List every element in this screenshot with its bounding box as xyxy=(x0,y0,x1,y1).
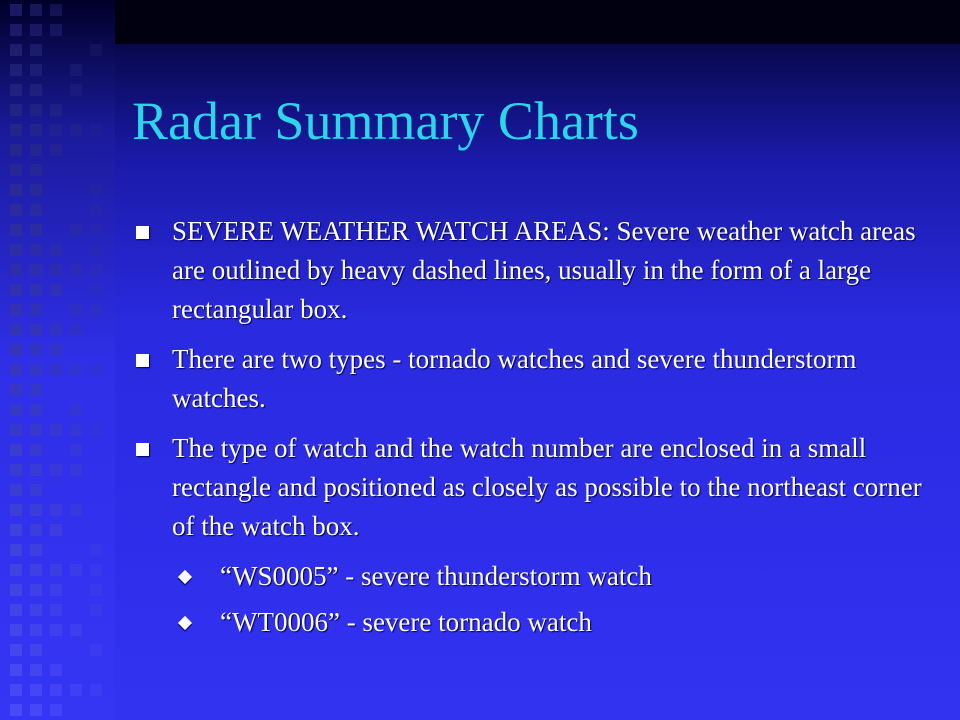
decorative-square xyxy=(10,24,22,36)
decorative-square xyxy=(10,164,22,176)
decorative-square xyxy=(50,604,62,616)
decorative-square xyxy=(10,664,22,676)
bullet-text: There are two types - tornado watches and severe thunderstorm watches. xyxy=(172,344,857,413)
decorative-square xyxy=(90,684,102,696)
decorative-square xyxy=(70,304,82,316)
decorative-square xyxy=(70,424,82,436)
decorative-square xyxy=(50,324,62,336)
decorative-square xyxy=(50,584,62,596)
decorative-square xyxy=(50,564,62,576)
decorative-square xyxy=(30,124,42,136)
decorative-square xyxy=(50,504,62,516)
decorative-square xyxy=(50,464,62,476)
decorative-square xyxy=(10,564,22,576)
decorative-square xyxy=(70,464,82,476)
decorative-square xyxy=(10,624,22,636)
decorative-square xyxy=(70,84,82,96)
decorative-square xyxy=(50,264,62,276)
decorative-square xyxy=(10,224,22,236)
decorative-square xyxy=(50,4,62,16)
decorative-square xyxy=(10,504,22,516)
decorative-square xyxy=(90,184,102,196)
decorative-square xyxy=(10,204,22,216)
decorative-square xyxy=(30,304,42,316)
decorative-square xyxy=(10,324,22,336)
decorative-square xyxy=(10,484,22,496)
decorative-square xyxy=(90,304,102,316)
diamond-bullet-icon xyxy=(178,616,192,630)
decorative-square xyxy=(70,264,82,276)
bullet-text: SEVERE WEATHER WATCH AREAS: Severe weather watch areas are outlined by heavy dashed lines, usually in the form of a large rectangular box. xyxy=(172,216,916,324)
decorative-square xyxy=(10,44,22,56)
decorative-square xyxy=(50,144,62,156)
decorative-square xyxy=(10,644,22,656)
decorative-square xyxy=(30,524,42,536)
slide-title: Radar Summary Charts xyxy=(132,91,639,151)
decorative-square xyxy=(30,584,42,596)
decorative-square xyxy=(10,384,22,396)
decorative-square xyxy=(10,64,22,76)
decorative-square xyxy=(70,64,82,76)
bullet-item xyxy=(132,212,932,329)
decorative-square xyxy=(90,284,102,296)
decorative-square xyxy=(10,524,22,536)
decorative-square xyxy=(10,264,22,276)
sub-bullet-item xyxy=(132,603,932,642)
decorative-square xyxy=(10,84,22,96)
decorative-square xyxy=(10,304,22,316)
decorative-square xyxy=(70,224,82,236)
decorative-square xyxy=(30,604,42,616)
decorative-square xyxy=(90,124,102,136)
decorative-square xyxy=(10,144,22,156)
decorative-square xyxy=(90,224,102,236)
decorative-square xyxy=(70,124,82,136)
decorative-square xyxy=(30,144,42,156)
bullet-item xyxy=(132,429,932,546)
decorative-square xyxy=(90,544,102,556)
square-bullet-icon xyxy=(136,226,149,239)
bullet-item xyxy=(132,340,932,418)
decorative-square xyxy=(90,424,102,436)
decorative-square xyxy=(30,664,42,676)
decorative-square xyxy=(30,464,42,476)
decorative-square xyxy=(10,584,22,596)
top-dark-bar xyxy=(115,0,960,44)
decorative-square xyxy=(30,284,42,296)
decorative-square xyxy=(90,244,102,256)
decorative-square xyxy=(30,4,42,16)
decorative-square xyxy=(90,644,102,656)
decorative-square xyxy=(30,384,42,396)
decorative-square xyxy=(70,364,82,376)
decorative-square xyxy=(50,364,62,376)
decorative-square xyxy=(50,524,62,536)
decorative-square xyxy=(30,244,42,256)
decorative-square xyxy=(10,544,22,556)
decorative-square xyxy=(10,424,22,436)
square-bullet-icon xyxy=(136,354,149,367)
decorative-square xyxy=(30,24,42,36)
decorative-square-pattern xyxy=(0,0,115,720)
decorative-square xyxy=(30,164,42,176)
decorative-square xyxy=(30,64,42,76)
decorative-square xyxy=(30,444,42,456)
decorative-square xyxy=(90,564,102,576)
sub-bullet-text: “WT0006” - severe tornado watch xyxy=(220,607,592,637)
decorative-square xyxy=(90,264,102,276)
decorative-square xyxy=(90,364,102,376)
decorative-square xyxy=(50,124,62,136)
decorative-square xyxy=(70,504,82,516)
decorative-square xyxy=(10,284,22,296)
decorative-square xyxy=(70,444,82,456)
decorative-square xyxy=(30,364,42,376)
decorative-square xyxy=(30,204,42,216)
diamond-bullet-icon xyxy=(178,570,192,584)
bullet-text: The type of watch and the watch number are enclosed in a small rectangle and positioned as closely as possible to the northeast corner of the watch box. xyxy=(172,433,922,541)
decorative-square xyxy=(30,424,42,436)
left-decorative-band xyxy=(0,0,115,720)
decorative-square xyxy=(10,684,22,696)
decorative-square xyxy=(50,24,62,36)
decorative-square xyxy=(10,4,22,16)
decorative-square xyxy=(50,704,62,716)
decorative-square xyxy=(30,224,42,236)
decorative-square xyxy=(90,604,102,616)
decorative-square xyxy=(10,104,22,116)
decorative-square xyxy=(30,564,42,576)
decorative-square xyxy=(90,204,102,216)
decorative-square xyxy=(50,424,62,436)
decorative-square xyxy=(90,584,102,596)
decorative-square xyxy=(30,484,42,496)
square-bullet-icon xyxy=(136,443,149,456)
decorative-square xyxy=(10,464,22,476)
decorative-square xyxy=(30,104,42,116)
decorative-square xyxy=(70,564,82,576)
decorative-square xyxy=(10,124,22,136)
decorative-square xyxy=(30,704,42,716)
decorative-square xyxy=(50,624,62,636)
decorative-square xyxy=(50,344,62,356)
decorative-square xyxy=(30,684,42,696)
slide-content xyxy=(132,212,932,649)
sub-bullet-item xyxy=(132,557,932,596)
decorative-square xyxy=(90,44,102,56)
decorative-square xyxy=(30,184,42,196)
decorative-square xyxy=(50,684,62,696)
decorative-square xyxy=(10,444,22,456)
decorative-square xyxy=(30,44,42,56)
decorative-square xyxy=(10,604,22,616)
decorative-square xyxy=(50,244,62,256)
decorative-square xyxy=(30,324,42,336)
decorative-square xyxy=(10,704,22,716)
decorative-square xyxy=(50,664,62,676)
decorative-square xyxy=(30,624,42,636)
decorative-square xyxy=(30,644,42,656)
decorative-square xyxy=(70,324,82,336)
sub-bullet-text: “WS0005” - severe thunderstorm watch xyxy=(220,561,652,591)
decorative-square xyxy=(70,684,82,696)
decorative-square xyxy=(30,544,42,556)
decorative-square xyxy=(10,404,22,416)
decorative-square xyxy=(30,404,42,416)
decorative-square xyxy=(50,284,62,296)
decorative-square xyxy=(30,344,42,356)
decorative-square xyxy=(10,364,22,376)
decorative-square xyxy=(10,244,22,256)
decorative-square xyxy=(30,504,42,516)
decorative-square xyxy=(10,344,22,356)
decorative-square xyxy=(30,264,42,276)
decorative-square xyxy=(70,404,82,416)
decorative-square xyxy=(50,104,62,116)
decorative-square xyxy=(10,184,22,196)
decorative-square xyxy=(70,624,82,636)
decorative-square xyxy=(30,84,42,96)
